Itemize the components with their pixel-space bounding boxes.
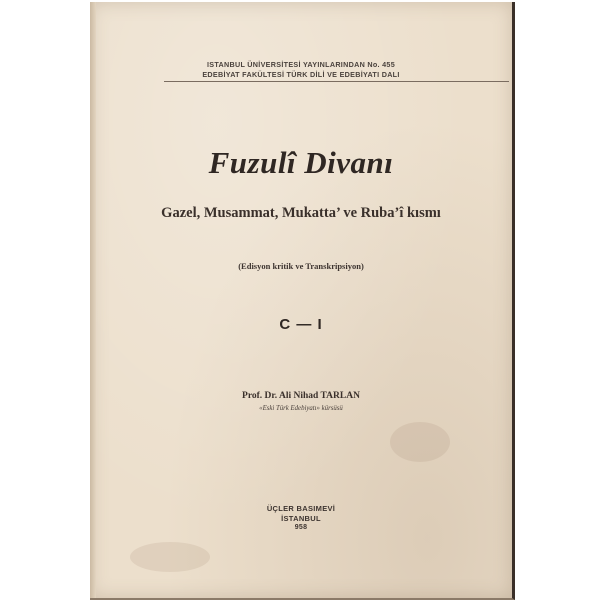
volume-label: C — I <box>279 316 323 333</box>
book-cover <box>90 2 515 600</box>
header-rule <box>164 81 509 82</box>
book-subtitle: Gazel, Musammat, Mukatta’ ve Ruba’î kısmı <box>161 205 441 221</box>
edition-note: (Edisyon kritik ve Transkripsiyon) <box>238 261 364 271</box>
publication-year: 958 <box>294 524 308 531</box>
author-name: Prof. Dr. Ali Nihad TARLAN <box>242 391 360 401</box>
paper-stain <box>130 542 210 572</box>
publisher-name: ÜÇLER BASIMEVİ <box>266 504 336 513</box>
author-chair: «Eski Türk Edebiyatı» kürsüsü <box>259 405 343 412</box>
book-title: Fuzulî Divanı <box>208 145 394 180</box>
paper-stain <box>390 422 450 462</box>
series-line-2: EDEBİYAT FAKÜLTESİ TÜRK DİLİ VE EDEBİYATI DALI <box>202 70 400 79</box>
publisher-city: İSTANBUL <box>281 514 321 523</box>
series-line-1: ISTANBUL ÜNİVERSİTESİ YAYINLARINDAN No. 455 <box>206 60 396 69</box>
